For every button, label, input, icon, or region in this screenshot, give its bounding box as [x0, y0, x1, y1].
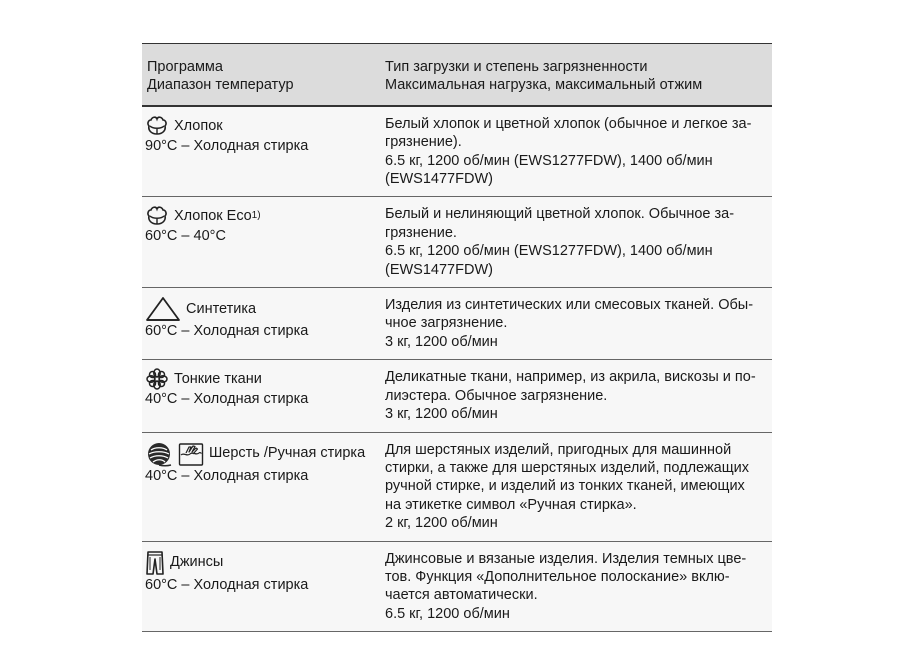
- program-name: Синтетика: [186, 300, 257, 317]
- description-cell: [380, 541, 772, 632]
- program-name: Хлопок Eco: [174, 208, 252, 225]
- description-line: (EWS1477FDW): [385, 171, 493, 188]
- program-name: Джинсы: [170, 554, 224, 571]
- table-header: [142, 44, 772, 106]
- table-row: [142, 360, 772, 432]
- program-title: Хлопок Eco 1): [145, 205, 380, 227]
- description-line: (EWS1477FDW): [385, 261, 493, 278]
- program-name: Шерсть /Ручная стирка: [209, 445, 366, 462]
- program-cell: [142, 360, 380, 432]
- description-line: тов. Функция «Дополнительное полоскание» вклю-: [385, 568, 730, 585]
- program-name: Хлопок: [174, 117, 223, 134]
- program-cell: [142, 197, 380, 288]
- jeans-icon: [145, 550, 165, 576]
- header-max-load-label: Максимальная нагрузка, максимальный отжим: [385, 77, 703, 94]
- description-line: грязнение).: [385, 134, 462, 151]
- description-line: 6.5 кг, 1200 об/мин (EWS1277FDW), 1400 об/мин: [385, 243, 713, 260]
- table-row: [142, 432, 772, 541]
- header-load-cell: [380, 44, 772, 106]
- description-line: 6.5 кг, 1200 об/мин (EWS1277FDW), 1400 об/мин: [385, 152, 713, 169]
- description-line: 3 кг, 1200 об/мин: [385, 333, 498, 350]
- description-line: грязнение.: [385, 224, 457, 241]
- program-cell: [142, 541, 380, 632]
- description-line: чается автоматически.: [385, 587, 538, 604]
- description-cell: [380, 106, 772, 197]
- program-cell: [142, 288, 380, 360]
- programs-table: [142, 43, 772, 632]
- header-program-cell: [142, 44, 380, 106]
- program-title: [145, 296, 380, 322]
- table-row: [142, 288, 772, 360]
- program-title: [145, 550, 380, 576]
- program-title: [145, 441, 380, 467]
- cotton-eco-icon: [145, 205, 169, 227]
- program-title: [145, 368, 380, 390]
- program-cell: [142, 106, 380, 197]
- description-line: Изделия из синтетических или смесовых тканей. Обы-: [385, 297, 754, 314]
- description-cell: [380, 432, 772, 541]
- program-temperature: 60°C – Холодная стирка: [145, 576, 309, 593]
- description-line: 2 кг, 1200 об/мин: [385, 515, 498, 532]
- program-temperature: 40°C – Холодная стирка: [145, 391, 309, 408]
- description-line: лиэстера. Обычное загрязнение.: [385, 387, 608, 404]
- delicates-icon: [145, 368, 169, 390]
- description-cell: [380, 197, 772, 288]
- program-temperature: 90°C – Холодная стирка: [145, 137, 309, 154]
- table-row: [142, 197, 772, 288]
- description-line: стирки, а также для шерстяных изделий, подлежащих: [385, 459, 749, 476]
- synthetics-icon: [145, 296, 181, 322]
- description-line: Белый хлопок и цветной хлопок (обычное и легкое за-: [385, 115, 752, 132]
- description-line: Для шерстяных изделий, пригодных для машинной: [385, 441, 732, 458]
- description-cell: [380, 360, 772, 432]
- description-line: на этикетке символ «Ручная стирка».: [385, 496, 637, 513]
- cotton-icon: [145, 115, 169, 137]
- description-line: 3 кг, 1200 об/мин: [385, 406, 498, 423]
- table-row: [142, 106, 772, 197]
- header-temperature-label: Диапазон температур: [147, 77, 294, 94]
- program-title: [145, 115, 380, 137]
- description-line: чное загрязнение.: [385, 315, 508, 332]
- program-cell: [142, 432, 380, 541]
- description-line: Белый и нелиняющий цветной хлопок. Обычное за-: [385, 206, 735, 223]
- header-program-label: Программа: [147, 59, 223, 75]
- description-line: Джинсовые и вязаные изделия. Изделия темных цве-: [385, 550, 747, 567]
- program-name: Тонкие ткани: [174, 371, 262, 388]
- hand-wash-icon: [178, 441, 204, 467]
- program-temperature: 40°C – Холодная стирка: [145, 467, 309, 484]
- description-line: Деликатные ткани, например, из акрила, вискозы и по-: [385, 369, 756, 386]
- description-line: ручной стирке, и изделий из тонких тканей, имеющих: [385, 478, 745, 495]
- program-temperature: 60°C – 40°C: [145, 228, 226, 245]
- wool-icon: [145, 441, 173, 467]
- program-temperature: 60°C – Холодная стирка: [145, 323, 309, 340]
- header-load-type-label: Тип загрузки и степень загрязненности: [385, 59, 648, 75]
- description-cell: [380, 288, 772, 360]
- table-row: [142, 541, 772, 632]
- description-line: 6.5 кг, 1200 об/мин: [385, 605, 510, 622]
